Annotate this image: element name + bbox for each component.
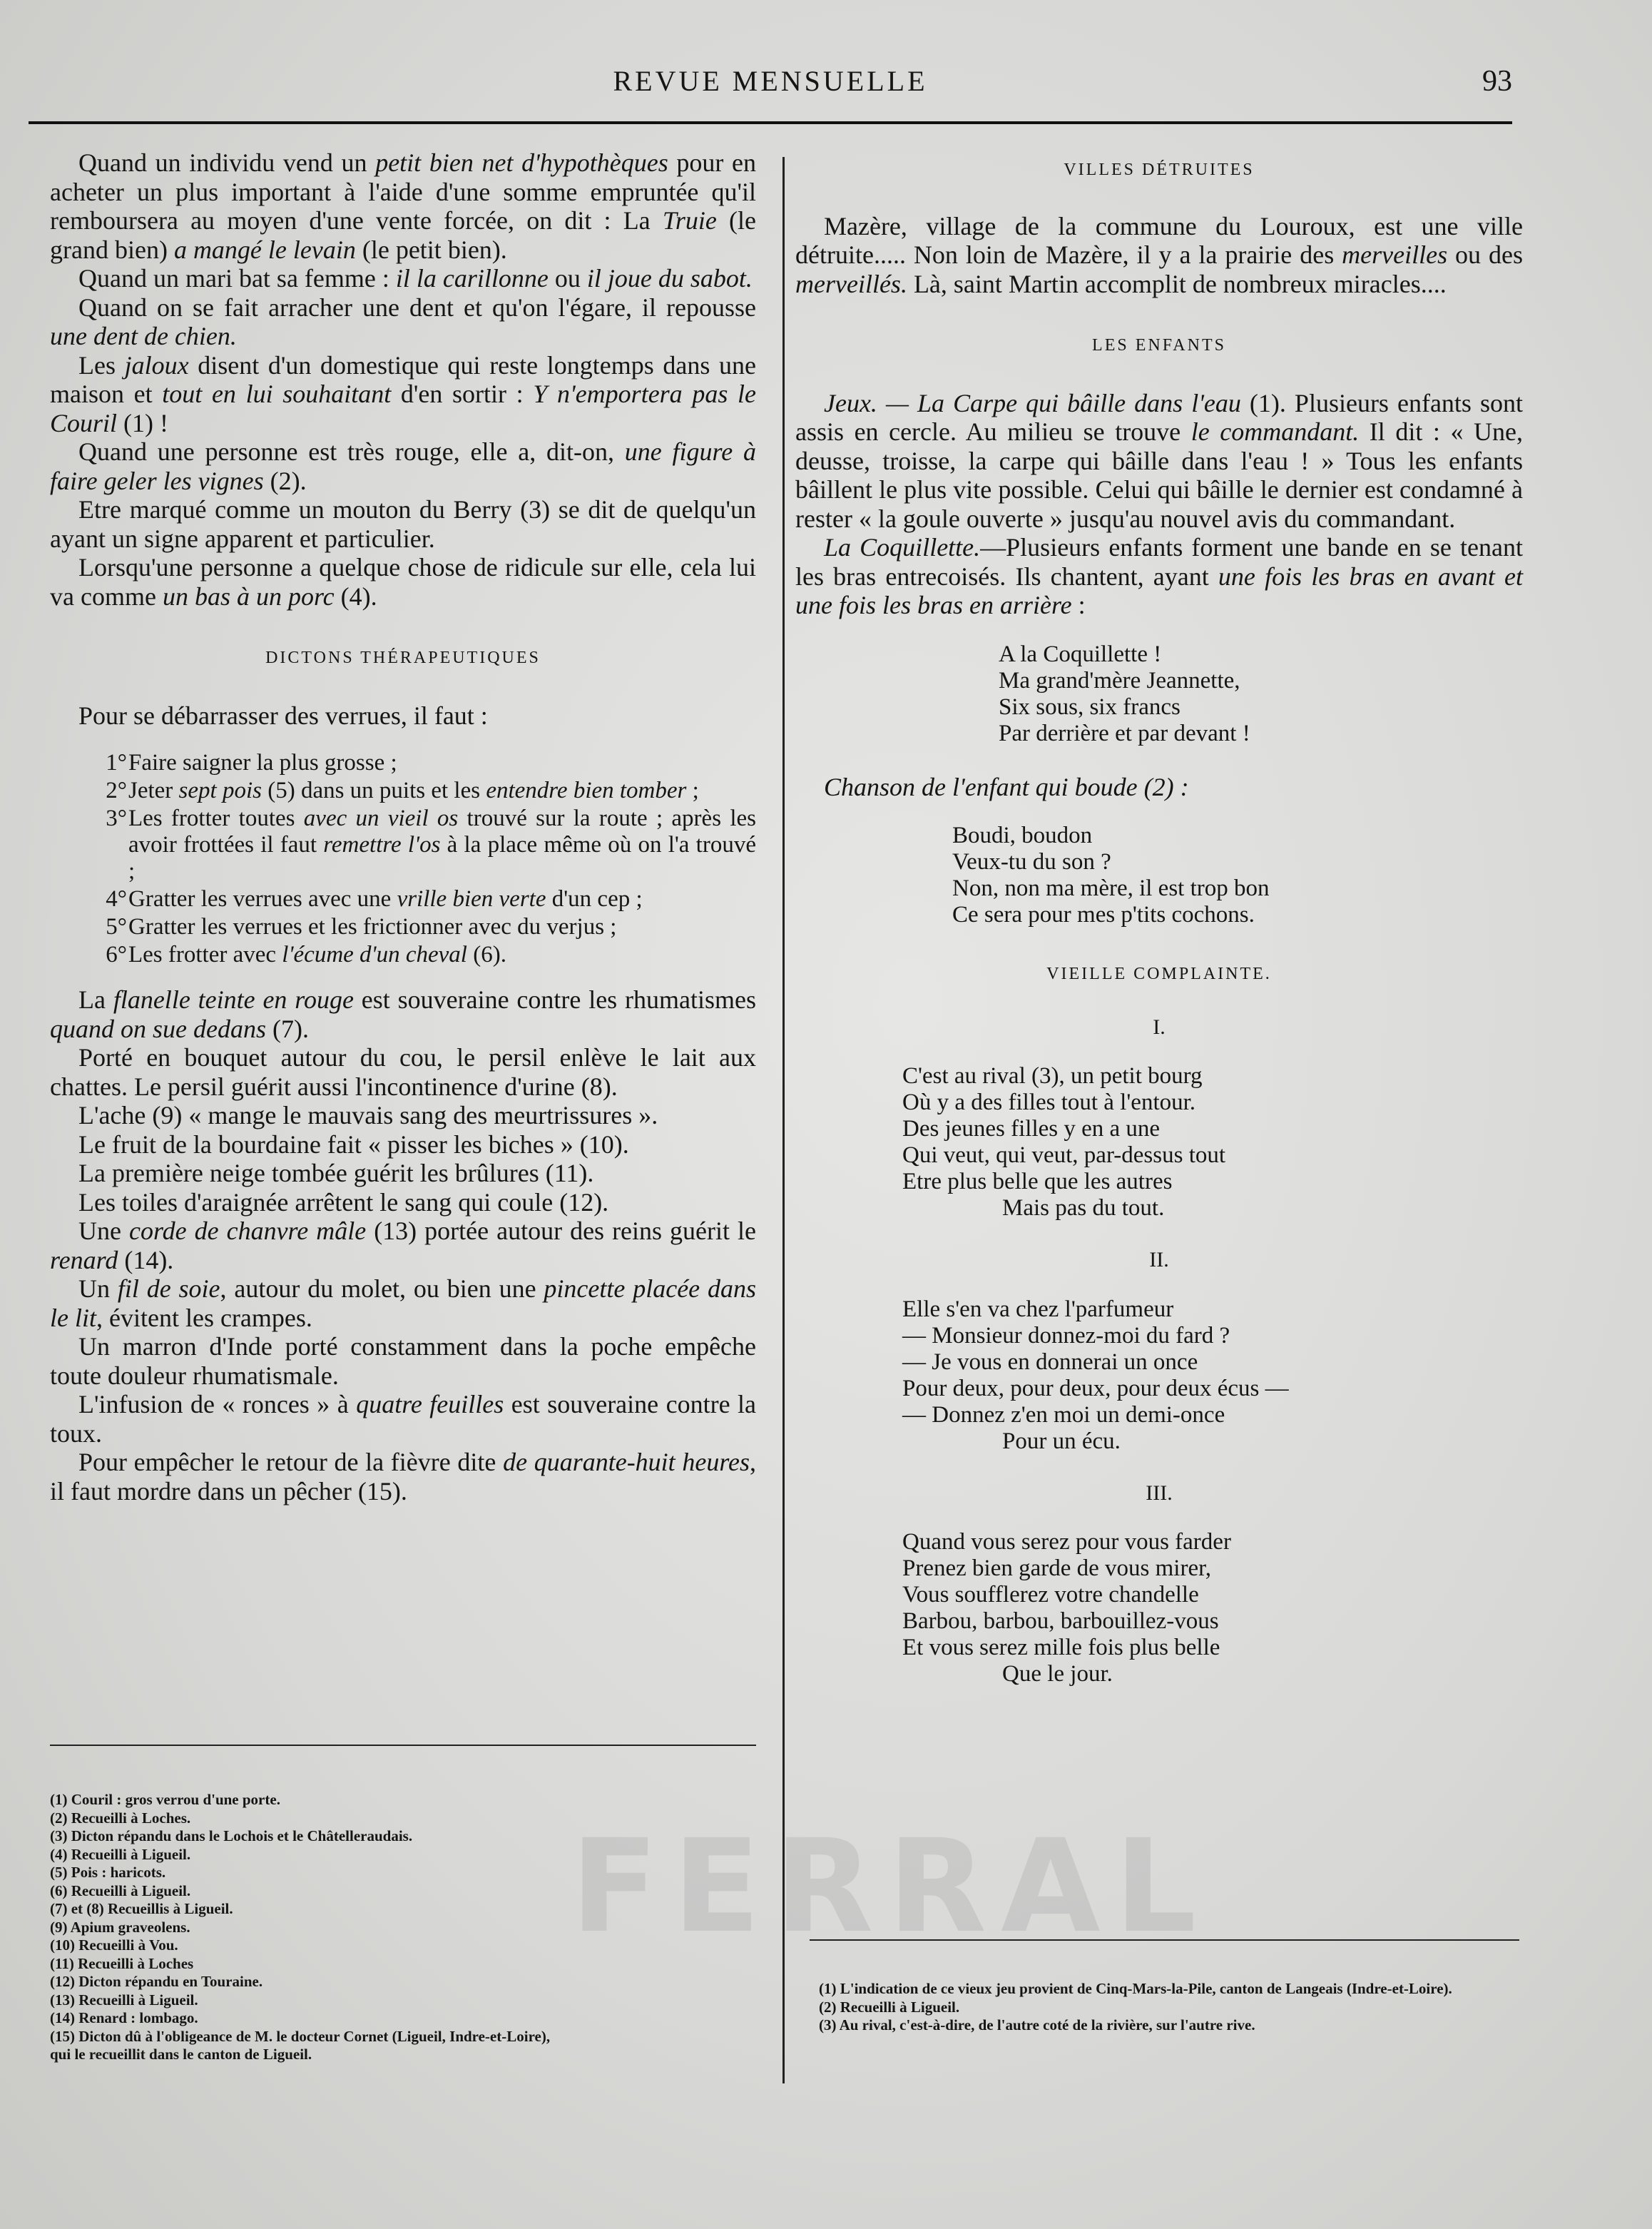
- remedy-number: 6°: [106, 942, 127, 968]
- paragraph: Un fil de soie, autour du molet, ou bien une pincette placée dans le lit, évitent les crampes.: [50, 1274, 757, 1332]
- footnote: (1) Couril : gros verrou d'une porte.: [50, 1791, 280, 1808]
- remedy-number: 3°: [106, 806, 127, 831]
- footnote: (3) Dicton répandu dans le Lochois et le Châtelleraudais.: [50, 1827, 413, 1844]
- column-divider: [782, 157, 785, 2083]
- verse-line: Pour deux, pour deux, pour deux écus —: [902, 1375, 1289, 1401]
- verse-line: Des jeunes filles y en a une: [902, 1116, 1161, 1142]
- remedy-item: 6° Les frotter avec l'écume d'un cheval (6).: [128, 942, 756, 968]
- verse-line: Ma grand'mère Jeannette,: [999, 667, 1240, 694]
- remedy-number: 4°: [106, 886, 127, 912]
- footnote: (10) Recueilli à Vou.: [50, 1936, 178, 1954]
- stanza-numeral: I.: [1153, 1015, 1166, 1039]
- paragraph: L'ache (9) « mange le mauvais sang des meurtrissures ».: [78, 1101, 658, 1129]
- verse-line: Etre plus belle que les autres: [902, 1169, 1173, 1194]
- section-heading-complainte: VIEILLE COMPLAINTE.: [1046, 965, 1272, 983]
- footnote-rule-right: [810, 1939, 1519, 1941]
- footnote: (4) Recueilli à Ligueil.: [50, 1845, 191, 1863]
- footnote: (5) Pois : haricots.: [50, 1864, 166, 1881]
- chanson-title-text: Chanson de l'enfant qui boude (2) :: [824, 772, 1189, 801]
- stanza: [795, 1296, 1523, 1455]
- verse-line: — Donnez z'en moi un demi-once: [902, 1401, 1225, 1428]
- remedy-item: 2° Jeter sept pois (5) dans un puits et les entendre bien tomber ;: [128, 778, 756, 804]
- paragraph: Une corde de chanvre mâle (13) portée autour des reins guérit le renard (14).: [50, 1217, 756, 1274]
- paragraph: Pour empêcher le retour de la fièvre dite de quarante-huit heures, il faut mordre dans un pêcher (15).: [50, 1448, 756, 1506]
- running-header: [29, 64, 1512, 128]
- footnote: (12) Dicton répandu en Touraine.: [50, 1973, 263, 1990]
- chanson-title: [795, 773, 1523, 802]
- stanza: [795, 1529, 1523, 1687]
- journal-title: REVUE MENSUELLE: [613, 65, 928, 97]
- verse-line: Prenez bien garde de vous mirer,: [902, 1555, 1212, 1581]
- verse-line: Veux-tu du son ?: [952, 849, 1111, 875]
- verse-line: Boudi, boudon: [952, 823, 1093, 848]
- paragraph: Etre marqué comme un mouton du Berry (3) se dit de quelqu'un ayant un signe apparent et particulier.: [50, 495, 756, 553]
- chanson-verse: [795, 823, 1523, 928]
- verse-line: Par derrière et par devant !: [999, 720, 1250, 746]
- footnote: (2) Recueilli à Ligueil.: [819, 1998, 960, 2016]
- paragraph: Quand une personne est très rouge, elle a, dit-on, une figure à faire geler les vignes (2).: [50, 437, 756, 495]
- footnote: qui le recueillit dans le canton de Ligueil.: [50, 2046, 312, 2063]
- footnote: (6) Recueilli à Ligueil.: [50, 1882, 191, 1899]
- paragraph: Porté en bouquet autour du cou, le persil enlève le lait aux chattes. Le persil guérit aussi l'incontinence d'urine (8).: [50, 1043, 756, 1101]
- therapeutic-paragraphs: [50, 985, 756, 1506]
- remedy-item: 3° Les frotter toutes avec un vieil os trouvé sur la route ; après les avoir frottées il faut remettre l'os à la place même où on l'a trouvé ;: [128, 806, 756, 885]
- paragraph: La flanelle teinte en rouge est souveraine contre les rhumatismes quand on sue dedans (7).: [50, 985, 757, 1043]
- verse-line: Barbou, barbou, barbouillez-vous: [902, 1608, 1219, 1634]
- paragraph: Les jaloux disent d'un domestique qui reste longtemps dans une maison et tout en lui souhaitant d'en sortir : Y n'emportera pas le Couril (1) !: [50, 350, 756, 437]
- header-rule: [29, 121, 1512, 124]
- verse-line: Où y a des filles tout à l'entour.: [902, 1090, 1196, 1115]
- verse-line: Six sous, six francs: [999, 694, 1181, 720]
- paragraph: Un marron d'Inde porté constamment dans la poche empêche toute douleur rhumatismale.: [50, 1332, 756, 1390]
- verse-refrain: Mais pas du tout.: [1002, 1195, 1165, 1221]
- verse-refrain: Que le jour.: [1002, 1661, 1113, 1687]
- verse-line: Qui veut, qui veut, par-dessus tout: [902, 1142, 1226, 1168]
- paragraph: Le fruit de la bourdaine fait « pisser les biches » (10).: [78, 1129, 629, 1159]
- footnotes-left: [50, 1791, 763, 2064]
- remedy-number: 5°: [106, 914, 127, 940]
- footnote: (15) Dicton dû à l'obligeance de M. le docteur Cornet (Ligueil, Indre-et-Loire),: [50, 2027, 551, 2045]
- verse-line: Quand vous serez pour vous farder: [902, 1529, 1231, 1555]
- left-column: [50, 148, 756, 1506]
- verse-line: Et vous serez mille fois plus belle: [902, 1635, 1220, 1660]
- footnote: (2) Recueilli à Loches.: [50, 1809, 191, 1827]
- footnote: (9) Apium graveolens.: [50, 1918, 190, 1936]
- paragraph: L'infusion de « ronces » à quatre feuilles est souveraine contre la toux.: [50, 1390, 756, 1448]
- paragraph: Lorsqu'une personne a quelque chose de ridicule sur elle, cela lui va comme un bas à un porc (4).: [50, 553, 756, 611]
- section-heading-therapeutic: DICTONS THÉRAPEUTIQUES: [265, 649, 541, 667]
- verse-line: — Je vous en donnerai un once: [902, 1349, 1198, 1375]
- remedy-list: [50, 750, 756, 968]
- verse-line: A la Coquillette !: [999, 641, 1162, 667]
- section-heading-villes: VILLES DÉTRUITES: [1064, 161, 1255, 179]
- footnote: (14) Renard : lombago.: [50, 2009, 198, 2026]
- remedy-number: 2°: [106, 778, 127, 803]
- remedy-item: 5° Gratter les verrues et les frictionner avec du verjus ;: [128, 914, 756, 940]
- verse-line: — Monsieur donnez-moi du fard ?: [902, 1322, 1230, 1349]
- verse-line: Non, non ma mère, il est trop bon: [952, 875, 1270, 901]
- bleed-through-text: FERRAL: [571, 1812, 1211, 1961]
- remedy-item: 1° Faire saigner la plus grosse ;: [128, 750, 756, 776]
- stanza-numeral: III.: [1146, 1481, 1173, 1505]
- paragraph: Quand un mari bat sa femme : il la carillonne ou il joue du sabot.: [78, 264, 753, 293]
- footnote: (1) L'indication de ce vieux jeu provient de Cinq-Mars-la-Pile, canton de Langeais (Indre-et-Loire).: [819, 1980, 1452, 1997]
- footnote: (3) Au rival, c'est-à-dire, de l'autre coté de la rivière, sur l'autre rive.: [819, 2016, 1255, 2033]
- stanza: [795, 1063, 1523, 1222]
- stanza-numeral: II.: [1149, 1248, 1169, 1271]
- footnotes-right: [799, 1980, 1534, 2035]
- coquillette-paragraph: La Coquillette.—Plusieurs enfants forment une bande en se tenant les bras entrecoisés. Ils chantent, ayant une fois les bras en avant et une fois les bras en arrière :: [795, 533, 1523, 619]
- footnote: (7) et (8) Recueillis à Ligueil.: [50, 1900, 233, 1917]
- remedy-intro: Pour se débarrasser des verrues, il faut :: [78, 701, 488, 730]
- complainte-stanzas: [795, 1013, 1523, 1688]
- footnote: (13) Recueilli à Ligueil.: [50, 1991, 198, 2009]
- footnote: (11) Recueilli à Loches: [50, 1954, 194, 1972]
- remedy-item: 4° Gratter les verrues avec une vrille bien verte d'un cep ;: [128, 886, 756, 913]
- verse-line: C'est au rival (3), un petit bourg: [902, 1063, 1203, 1089]
- jeux-paragraph: Jeux. — La Carpe qui bâille dans l'eau (1). Plusieurs enfants sont assis en cercle. Au milieu se trouve le commandant. Il dit : « Une, deusse, troisse, la carpe qui bâille dans l'eau ! » Tous les enfants bâillent le plus vite possible. Celui qui bâille le dernier est condamné à rester « la goule ouverte » jusqu'au nouvel avis du commandant.: [795, 388, 1523, 533]
- paragraph: La première neige tombée guérit les brûlures (11).: [78, 1159, 594, 1187]
- verse-refrain: Pour un écu.: [1002, 1428, 1121, 1454]
- paragraph: Les toiles d'araignée arrêtent le sang qui coule (12).: [78, 1187, 609, 1217]
- intro-paragraphs: [50, 148, 756, 611]
- right-column: [795, 148, 1523, 1687]
- paragraph: Quand on se fait arracher une dent et qu'on l'égare, il repousse une dent de chien.: [50, 293, 756, 350]
- page-number: 93: [1482, 65, 1512, 98]
- footnote-rule-left: [50, 1745, 756, 1746]
- remedy-number: 1°: [106, 750, 127, 776]
- verse-line: Ce sera pour mes p'tits cochons.: [952, 902, 1255, 928]
- paragraph: Quand un individu vend un petit bien net d'hypothèques pour en acheter un plus important à l'aide d'une somme empruntée qu'il remboursera au moyen d'une vente forcée, on dit : La Truie (le grand bien) a mangé le levain (le petit bien).: [50, 148, 757, 264]
- section-heading-enfants: LES ENFANTS: [1092, 336, 1226, 355]
- villes-paragraph: Mazère, village de la commune du Louroux, est une ville détruite..... Non loin de Mazère, il y a la prairie des merveilles ou des merveillés. Là, saint Martin accomplit de nombreux miracles....: [795, 211, 1523, 298]
- coquillette-verse: [795, 641, 1523, 747]
- verse-line: Vous soufflerez votre chandelle: [902, 1582, 1199, 1608]
- verse-line: Elle s'en va chez l'parfumeur: [902, 1296, 1174, 1322]
